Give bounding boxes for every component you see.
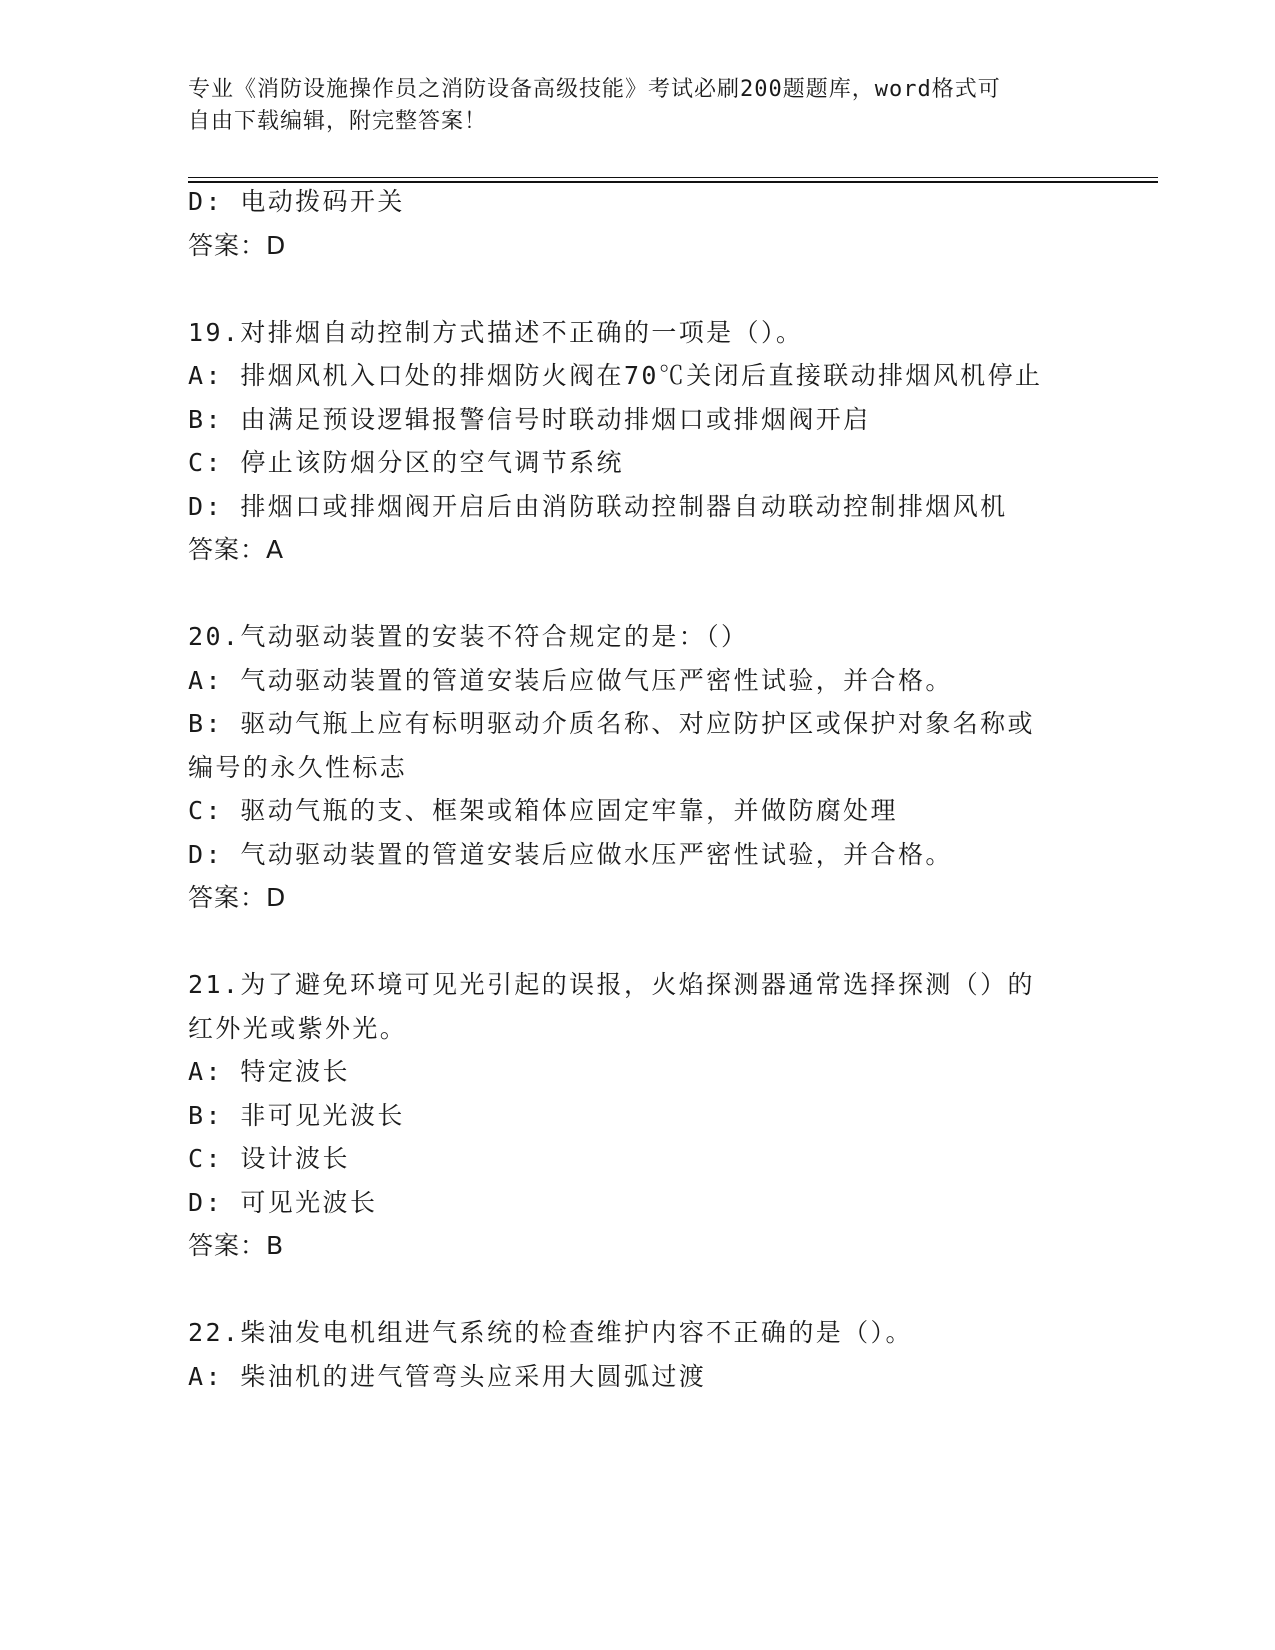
q21-answer: 答案：B (188, 1231, 285, 1260)
header-title-line2: 自由下载编辑，附完整答案！ (188, 109, 488, 134)
page-header (188, 74, 1088, 138)
q21-option-d: D: 可见光波长 (188, 1188, 378, 1217)
q20-option-b-line2: 编号的永久性标志 (188, 753, 408, 782)
q20-option-b-line1: B: 驱动气瓶上应有标明驱动介质名称、对应防护区或保护对象名称或 (188, 709, 1035, 738)
q21-option-c: C: 设计波长 (188, 1144, 350, 1173)
q19-option-c: C: 停止该防烟分区的空气调节系统 (188, 448, 624, 477)
q22-option-a: A: 柴油机的进气管弯头应采用大圆弧过渡 (188, 1362, 707, 1391)
q19-answer: 答案：A (188, 535, 285, 564)
q20-question: 20.气动驱动装置的安装不符合规定的是：（） (188, 622, 749, 651)
header-divider-thin (188, 177, 1158, 178)
q21-option-a: A: 特定波长 (188, 1057, 350, 1086)
q20-answer: 答案：D (188, 883, 287, 912)
q19-option-d: D: 排烟口或排烟阀开启后由消防联动控制器自动联动控制排烟风机 (188, 492, 1008, 521)
q19-option-b: B: 由满足预设逻辑报警信号时联动排烟口或排烟阀开启 (188, 405, 871, 434)
q21-option-b: B: 非可见光波长 (188, 1101, 405, 1130)
q19-option-a: A: 排烟风机入口处的排烟防火阀在70℃关闭后直接联动排烟风机停止 (188, 361, 1043, 390)
prev-option-d: D: 电动拨码开关 (188, 187, 405, 216)
q19-question: 19.对排烟自动控制方式描述不正确的一项是（）。 (188, 318, 804, 347)
q21-question-line1: 21.为了避免环境可见光引起的误报，火焰探测器通常选择探测（）的 (188, 970, 1035, 999)
prev-answer: 答案：D (188, 231, 287, 260)
header-divider-thick (188, 181, 1158, 183)
q21-question-line2: 红外光或紫外光。 (188, 1014, 408, 1043)
q20-option-c: C: 驱动气瓶的支、框架或箱体应固定牢靠，并做防腐处理 (188, 796, 898, 825)
q20-option-d: D: 气动驱动装置的管道安装后应做水压严密性试验，并合格。 (188, 840, 953, 869)
header-title-line1: 专业《消防设施操作员之消防设备高级技能》考试必刷200题题库，word格式可 (188, 77, 1001, 102)
q20-option-a: A: 气动驱动装置的管道安装后应做气压严密性试验，并合格。 (188, 666, 953, 695)
q22-question: 22.柴油发电机组进气系统的检查维护内容不正确的是（）。 (188, 1318, 913, 1347)
